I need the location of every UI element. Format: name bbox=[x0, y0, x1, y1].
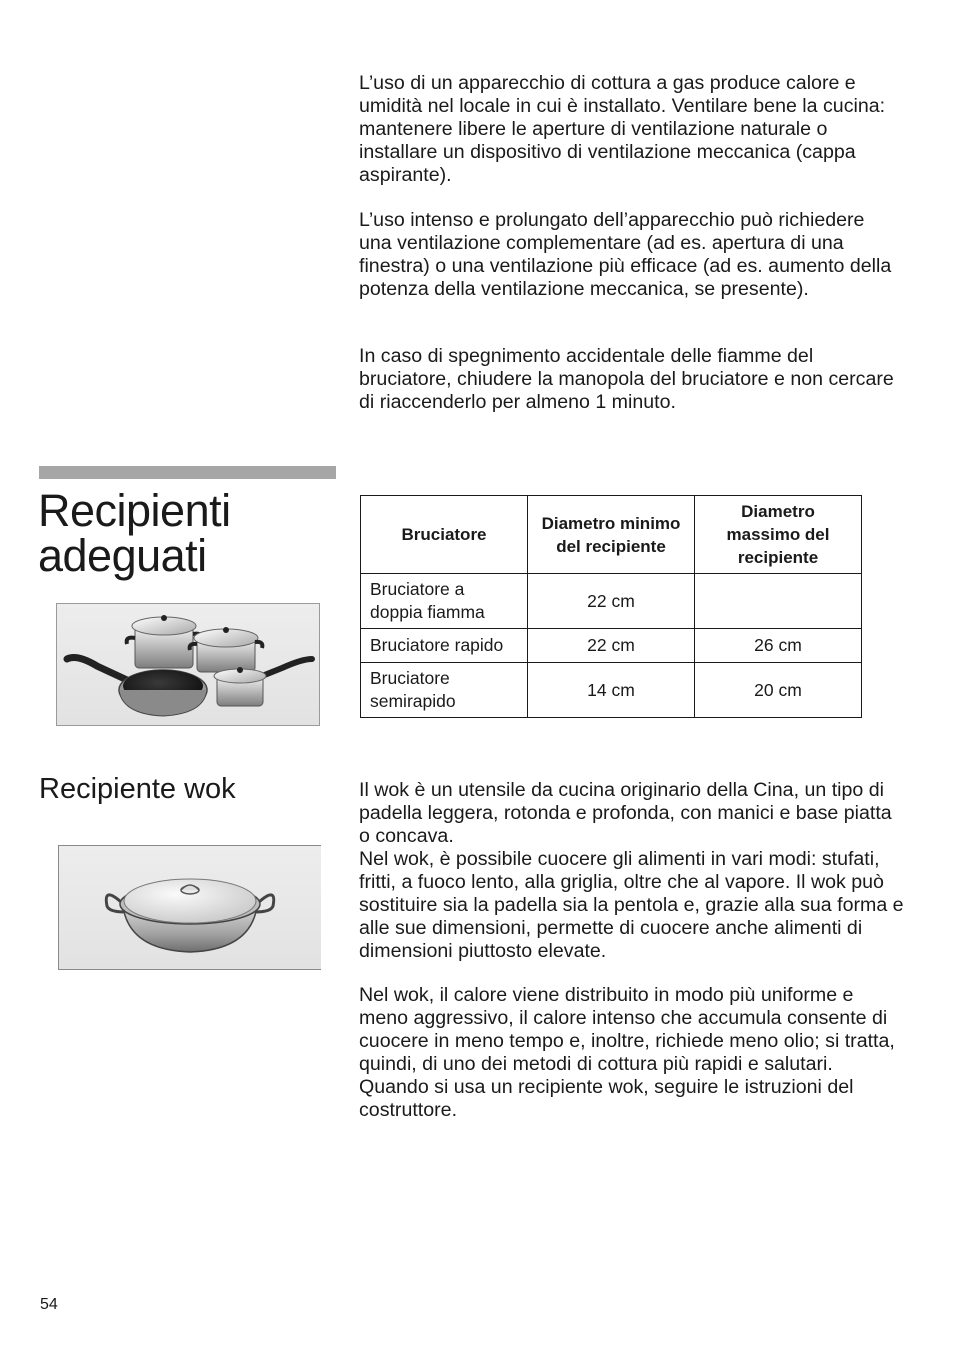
pots-and-pans-icon bbox=[57, 604, 319, 725]
wok-section-title: Recipiente wok bbox=[39, 773, 236, 805]
page-number: 54 bbox=[40, 1296, 58, 1313]
wok-illustration bbox=[58, 845, 321, 970]
header-min-diameter: Diametro minimo del recipiente bbox=[528, 496, 695, 574]
table-header-row bbox=[361, 496, 862, 574]
section-title-line1: Recipienti bbox=[38, 485, 231, 536]
wok-paragraph-heat: Nel wok, il calore viene distribuito in modo più uniforme e meno aggressivo, il calore intenso che accumula consente di cuocere in meno tempo e, inoltre, richiede meno olio; si tratta, quindi, di uno dei metodi di cottura più rapidi e salutari. Quando si usa un recipiente wok, seguire le istruzioni del costruttore. bbox=[359, 984, 895, 1121]
intro-paragraph-intensive-use: L’uso intenso e prolungato dell’apparecchio può richiedere una ventilazione complementare (ad es. apertura di una finestra) o una ventilazione più efficace (ad es. aumento della potenza della ventilazione meccanica, se presente). bbox=[359, 209, 892, 300]
burner-name: Bruciatore rapido bbox=[361, 629, 528, 663]
section-title bbox=[38, 485, 231, 581]
burner-name: Bruciatore a doppia fiamma bbox=[361, 574, 528, 629]
wok-paragraph-methods: Nel wok, è possibile cuocere gli alimenti in vari modi: stufati, fritti, a fuoco lento, alla griglia, oltre che al vapore. Il wok può sostituire sia la padella sia la pentola e, grazie alla sua forma e alle sue dimensioni, permette di cuocere anche alimenti di dimensioni piuttosto elevate. bbox=[359, 848, 904, 962]
max-diameter-value bbox=[695, 574, 862, 629]
intro-paragraph-flame-out: In caso di spegnimento accidentale delle fiamme del bruciatore, chiudere la manopola del bruciatore e non cercare di riaccenderlo per almeno 1 minuto. bbox=[359, 345, 894, 413]
burner-pot-size-table bbox=[360, 495, 862, 718]
header-max-diameter: Diametro massimo del recipiente bbox=[695, 496, 862, 574]
max-diameter-value: 20 cm bbox=[695, 663, 862, 718]
max-diameter-value: 26 cm bbox=[695, 629, 862, 663]
table-row bbox=[361, 574, 862, 629]
cookware-illustration bbox=[56, 603, 320, 726]
section-divider-bar bbox=[39, 466, 336, 479]
intro-paragraph-ventilation: L’uso di un apparecchio di cottura a gas produce calore e umidità nel locale in cui è installato. Ventilare bene la cucina: mantenere libere le aperture di ventilazione naturale o installare un dispositivo di ventilazione meccanica (cappa aspirante). bbox=[359, 72, 886, 186]
table-row bbox=[361, 663, 862, 718]
min-diameter-value: 22 cm bbox=[528, 629, 695, 663]
min-diameter-value: 22 cm bbox=[528, 574, 695, 629]
wok-paragraph-intro: Il wok è un utensile da cucina originario della Cina, un tipo di padella leggera, rotonda e profonda, con manici e base piatta o concava. bbox=[359, 779, 892, 847]
header-burner: Bruciatore bbox=[361, 496, 528, 574]
min-diameter-value: 14 cm bbox=[528, 663, 695, 718]
burner-name: Bruciatore semirapido bbox=[361, 663, 528, 718]
section-title-line2: adeguati bbox=[38, 530, 207, 581]
wok-icon bbox=[59, 846, 321, 970]
table-row bbox=[361, 629, 862, 663]
